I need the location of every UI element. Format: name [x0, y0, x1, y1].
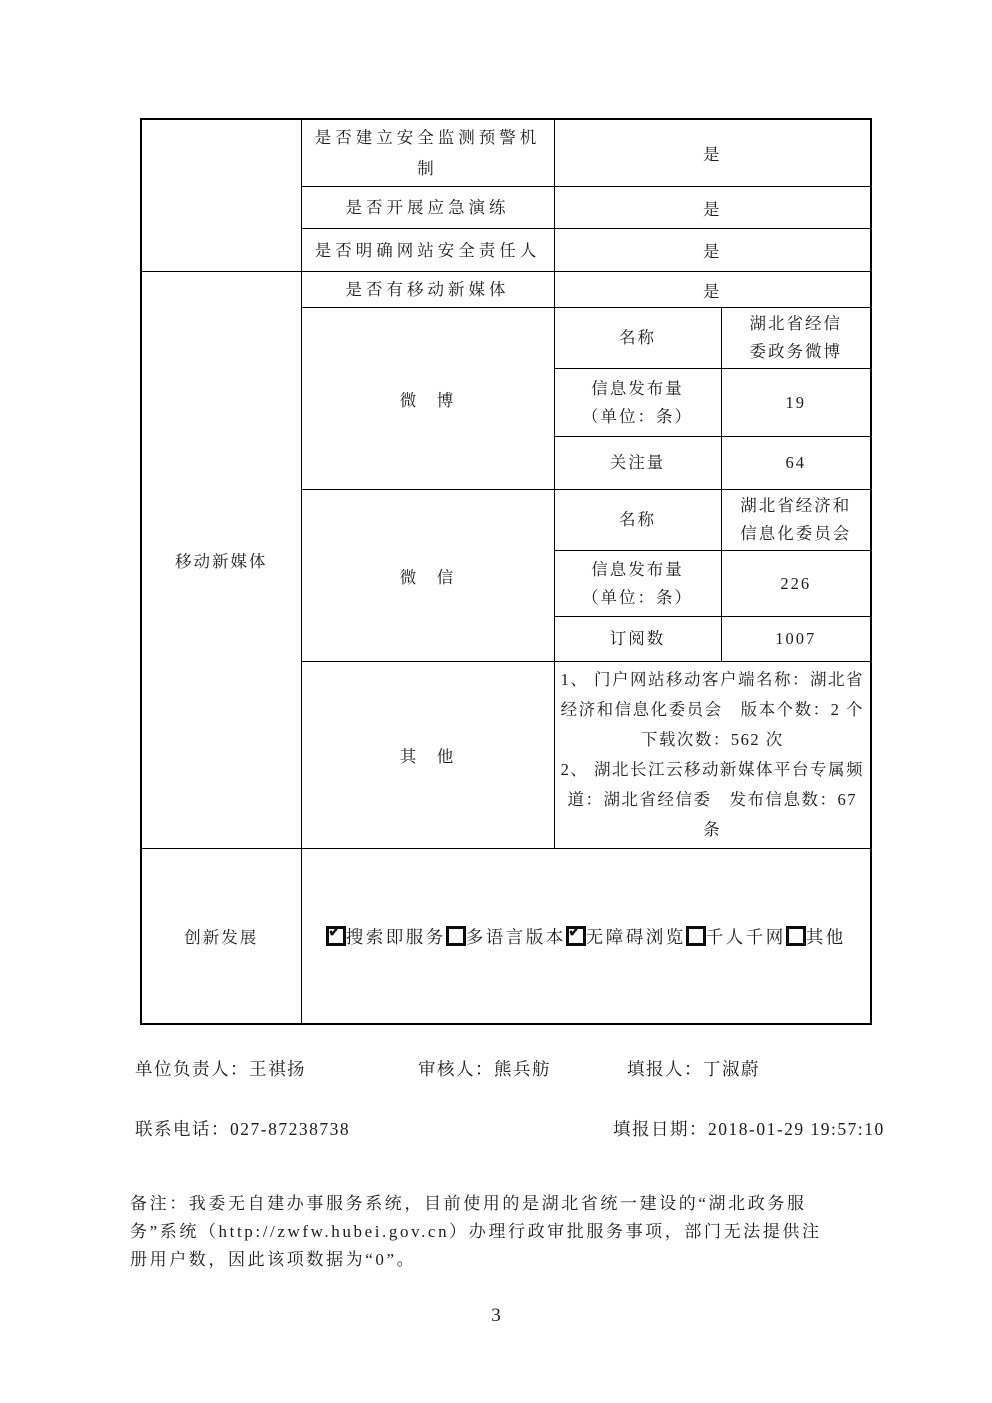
remark-note	[130, 1190, 900, 1274]
contact-phone: 联系电话：027-87238738	[135, 1119, 351, 1139]
question-label: 是否开展应急演练	[301, 187, 554, 229]
field-value: 1007	[721, 617, 871, 662]
checkbox-label: 千人千网	[705, 926, 786, 947]
report-date: 填报日期：2018-01-29 19:57:10	[613, 1119, 885, 1139]
remark-line-1: 备注：我委无自建办事服务系统，目前使用的是湖北省统一建设的“湖北政务服	[130, 1194, 807, 1213]
weibo-label: 微 博	[301, 308, 554, 490]
field-label-line2: （单位：条）	[582, 587, 693, 607]
field-label	[554, 551, 721, 617]
innovation-options-line	[326, 928, 846, 947]
reviewer-signature: 审核人：熊兵舫	[418, 1059, 551, 1079]
answer-value: 是	[554, 187, 871, 229]
checkbox-other	[786, 926, 806, 946]
field-value: 19	[721, 369, 871, 437]
report-table	[140, 118, 882, 1025]
question-label: 是否有移动新媒体	[301, 272, 554, 308]
question-label: 是否明确网站安全责任人	[301, 229, 554, 272]
innovation-options	[301, 849, 871, 1025]
answer-value: 是	[554, 229, 871, 272]
field-label: 名称	[554, 308, 721, 369]
other-item-1: 1、 门户网站移动客户端名称：湖北省经济和信息化委员会 版本个数：2 个 下载次数：562 次	[560, 670, 882, 749]
filler-signature: 填报人：丁淑蔚	[627, 1059, 760, 1079]
table-row-security-1	[141, 119, 871, 187]
field-label	[554, 369, 721, 437]
checkbox-label: 搜索即服务	[345, 926, 446, 947]
field-label: 名称	[554, 490, 721, 551]
answer-value: 是	[554, 119, 871, 187]
section-label-mobile-media: 移动新媒体	[141, 272, 301, 849]
remark-line-3: 册用户数，因此该项数据为“0”。	[130, 1250, 417, 1269]
field-value: 64	[721, 437, 871, 490]
remark-line-2: 务”系统（http://zwfw.hubei.gov.cn）办理行政审批服务事项，部门无法提供注	[130, 1222, 822, 1241]
field-label-line1: 信息发布量	[591, 559, 684, 579]
checkbox-label: 多语言版本	[465, 926, 566, 947]
checkbox-multilingual	[446, 926, 466, 946]
page-number: 3	[491, 1305, 501, 1326]
other-content	[554, 662, 882, 849]
checkbox-label: 无障碍浏览	[585, 926, 686, 947]
checkbox-personalized-web	[686, 926, 706, 946]
table-row-innovation	[141, 849, 871, 1025]
other-item-2: 2、 湖北长江云移动新媒体平台专属频道：湖北省经信委 发布信息数：67 条	[560, 760, 864, 839]
field-value: 湖北省经信委政务微博	[721, 308, 871, 369]
field-label: 订阅数	[554, 617, 721, 662]
section-label-innovation: 创新发展	[141, 849, 301, 1025]
checkbox-label: 其他	[805, 926, 846, 947]
field-value: 湖北省经济和信息化委员会	[721, 490, 871, 551]
other-label: 其 他	[301, 662, 554, 849]
question-label: 是否建立安全监测预警机制	[301, 119, 554, 187]
field-value: 226	[721, 551, 871, 617]
checkbox-search-as-service	[326, 926, 346, 946]
field-label-line2: （单位：条）	[582, 406, 693, 426]
wechat-label: 微 信	[301, 490, 554, 662]
answer-value: 是	[554, 272, 871, 308]
field-label-line1: 信息发布量	[591, 378, 684, 398]
field-label: 关注量	[554, 437, 721, 490]
table-row-has-mobile	[141, 272, 871, 308]
checkbox-accessibility	[566, 926, 586, 946]
section-cell-empty	[141, 119, 301, 272]
unit-head-signature: 单位负责人：王祺扬	[135, 1059, 306, 1079]
